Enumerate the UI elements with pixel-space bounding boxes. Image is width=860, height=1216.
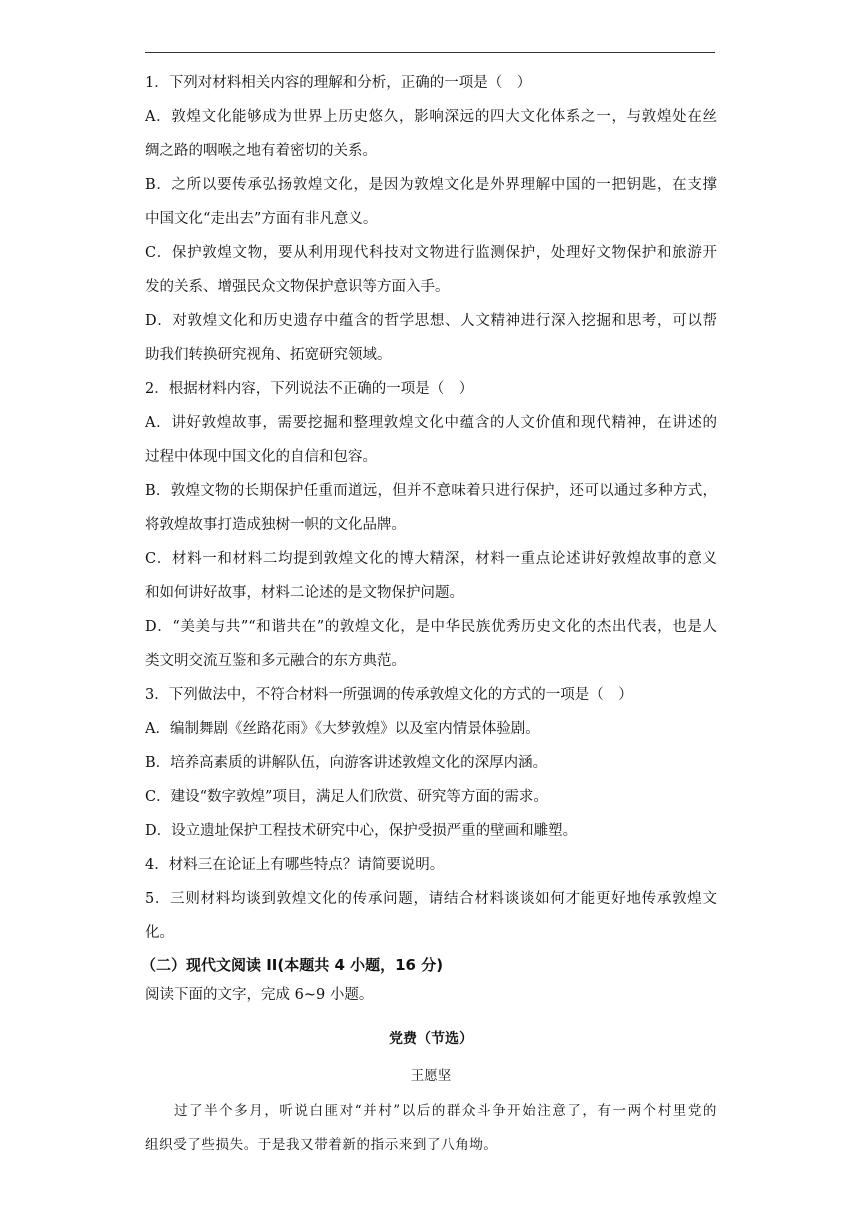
q1-option-a-line-2: 绸之路的咽喉之地有着密切的关系。: [145, 143, 377, 159]
question-4: 4．材料三在论证上有哪些特点？请简要说明。: [145, 857, 445, 873]
q3-option-d: D．设立遗址保护工程技术研究中心，保护受损严重的壁画和雕塑。: [145, 823, 578, 839]
q1-option-a-line-1: A．敦煌文化能够成为世界上历史悠久，影响深远的四大文化体系之一，与敦煌处在丝: [145, 109, 717, 125]
passage-paragraph-line-1: 过了半个多月，听说白匪对“并村”以后的群众斗争开始注意了，有一两个村里党的: [174, 1103, 717, 1119]
question-2-stem: 2．根据材料内容，下列说法不正确的一项是（ ）: [145, 381, 474, 397]
q2-option-a-line-2: 过程中体现中国文化的自信和包容。: [145, 449, 377, 465]
q3-option-c: C．建设“数字敦煌”项目，满足人们欣赏、研究等方面的需求。: [145, 789, 548, 805]
passage-title: 党费（节选）: [389, 1031, 473, 1047]
question-5-line-1: 5．三则材料均谈到敦煌文化的传承问题，请结合材料谈谈如何才能更好地传承敦煌文: [145, 891, 717, 907]
question-5-line-2: 化。: [145, 925, 174, 941]
q2-option-c-line-1: C．材料一和材料二均提到敦煌文化的博大精深，材料一重点论述讲好敦煌故事的意义: [145, 551, 717, 567]
q1-option-c-line-2: 发的关系、增强民众文物保护意识等方面入手。: [145, 279, 450, 295]
passage-paragraph-line-2: 组织受了些损失。于是我又带着新的指示来到了八角坳。: [145, 1137, 498, 1153]
passage-author: 王愿坚: [410, 1068, 452, 1084]
section-heading: （二）现代文阅读 II(本题共 4 小题，16 分): [141, 956, 444, 974]
q1-option-b-line-2: 中国文化“走出去”方面有非凡意义。: [145, 211, 378, 227]
question-3-stem: 3．下列做法中，不符合材料一所强调的传承敦煌文化的方式的一项是（ ）: [145, 687, 633, 703]
q2-option-c-line-2: 和如何讲好故事，材料二论述的是文物保护问题。: [145, 585, 464, 601]
q1-option-d-line-2: 助我们转换研究视角、拓宽研究领域。: [145, 347, 392, 363]
q2-option-d-line-2: 类文明交流互鉴和多元融合的东方典范。: [145, 653, 406, 669]
header-rule: [145, 52, 715, 53]
question-1-stem: 1．下列对材料相关内容的理解和分析，正确的一项是（ ）: [145, 75, 532, 91]
q2-option-a-line-1: A．讲好敦煌故事，需要挖掘和整理敦煌文化中蕴含的人文价值和现代精神，在讲述的: [145, 415, 717, 431]
q3-option-b: B．培养高素质的讲解队伍，向游客讲述敦煌文化的深厚内涵。: [145, 755, 548, 771]
q2-option-b-line-1: B．敦煌文物的长期保护任重而道远，但并不意味着只进行保护，还可以通过多种方式，: [145, 483, 717, 499]
q1-option-d-line-1: D．对敦煌文化和历史遗存中蕴含的哲学思想、人文精神进行深入挖掘和思考，可以帮: [145, 313, 717, 329]
document-body: [141, 66, 717, 1162]
q3-option-a: A．编制舞剧《丝路花雨》《大梦敦煌》以及室内情景体验剧。: [145, 721, 540, 737]
q2-option-b-line-2: 将敦煌故事打造成独树一帜的文化品牌。: [145, 517, 406, 533]
q2-option-d-line-1: D．“美美与共”“和谐共在”的敦煌文化，是中华民族优秀历史文化的杰出代表，也是人: [145, 619, 717, 635]
q1-option-b-line-1: B．之所以要传承弘扬敦煌文化，是因为敦煌文化是外界理解中国的一把钥匙，在支撑: [145, 177, 717, 193]
section-instruction: 阅读下面的文字，完成 6~9 小题。: [145, 987, 374, 1003]
q1-option-c-line-1: C．保护敦煌文物，要从利用现代科技对文物进行监测保护，处理好文物保护和旅游开: [145, 245, 717, 261]
